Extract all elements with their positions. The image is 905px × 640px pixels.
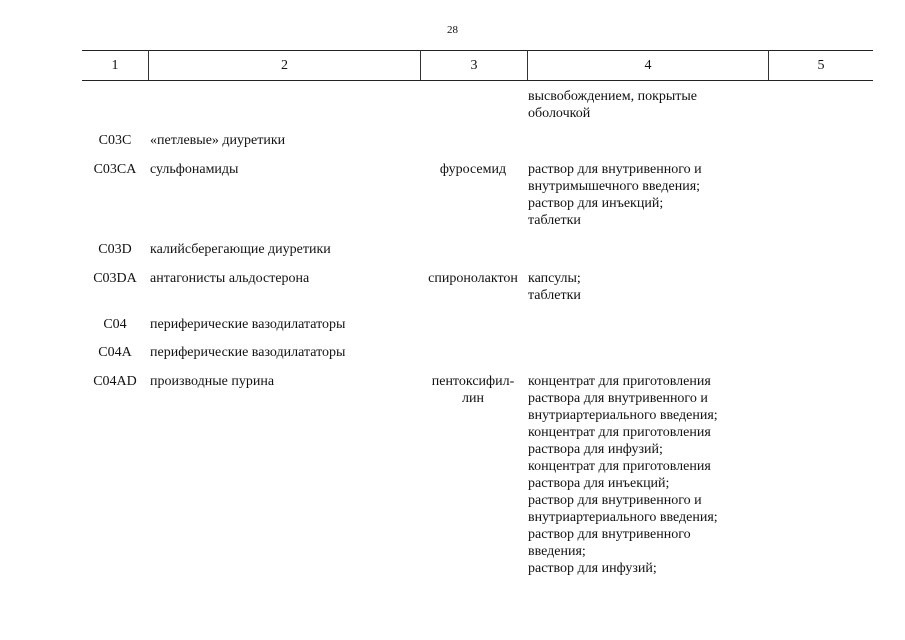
form-line: таблетки (528, 213, 581, 228)
atc-group-name: сульфонамиды (150, 162, 239, 177)
page-number: 28 (447, 24, 458, 36)
form-line: капсулы; (528, 271, 581, 286)
form-line: оболочкой (528, 106, 591, 121)
form-line: таблетки (528, 288, 581, 303)
form-line: раствора для инъекций; (528, 476, 670, 491)
form-line: раствор для инфузий; (528, 561, 657, 576)
form-line: раствор для инъекций; (528, 196, 664, 211)
form-line: раствор для внутривенного (528, 527, 691, 542)
drug-name-line: фуросемид (439, 162, 507, 177)
form-line: внутримышечного введения; (528, 179, 701, 194)
form-line: введения; (528, 544, 586, 559)
atc-group-name: калийсберегающие диуретики (150, 242, 331, 257)
header-row (82, 51, 873, 81)
column-header-table (82, 50, 873, 81)
header-cell-2: 2 (149, 51, 421, 81)
atc-code: C03C (98, 133, 132, 148)
atc-code: C04 (103, 317, 127, 332)
atc-code: C03D (98, 242, 132, 257)
dosage-forms (528, 373, 768, 577)
form-line: концентрат для приготовления (528, 374, 711, 389)
dosage-forms (528, 161, 768, 229)
atc-code: C04A (98, 345, 132, 360)
continuation-forms (528, 88, 768, 122)
atc-group-name: периферические вазодилататоры (150, 317, 346, 332)
atc-group-name: «петлевые» диуретики (150, 133, 286, 148)
atc-code: C04AD (93, 374, 137, 389)
drug-name-line: лин (462, 391, 484, 406)
drug-name-line: пентоксифил- (431, 374, 515, 389)
atc-group-name: антагонисты альдостерона (150, 271, 310, 286)
drug-name (421, 161, 525, 178)
form-line: концентрат для приготовления (528, 425, 711, 440)
drug-name (421, 373, 525, 407)
drug-name (421, 270, 525, 287)
atc-code: C03DA (93, 271, 137, 286)
form-line: высвобождением, покрытые (528, 89, 698, 104)
form-line: раствора для внутривенного и (528, 391, 708, 406)
header-cell-4: 4 (528, 51, 769, 81)
form-line: концентрат для приготовления (528, 459, 711, 474)
atc-code: C03CA (93, 162, 137, 177)
form-line: раствора для инфузий; (528, 442, 663, 457)
drug-name-line: спиронолактон (428, 271, 518, 286)
atc-group-name: производные пурина (150, 374, 275, 389)
form-line: раствор для внутривенного и (528, 493, 702, 508)
dosage-forms (528, 270, 768, 304)
form-line: внутриартериального введения; (528, 510, 718, 525)
header-cell-1: 1 (82, 51, 149, 81)
header-cell-3: 3 (421, 51, 528, 81)
form-line: внутриартериального введения; (528, 408, 718, 423)
atc-group-name: периферические вазодилататоры (150, 345, 346, 360)
form-line: раствор для внутривенного и (528, 162, 702, 177)
header-cell-5: 5 (769, 51, 874, 81)
